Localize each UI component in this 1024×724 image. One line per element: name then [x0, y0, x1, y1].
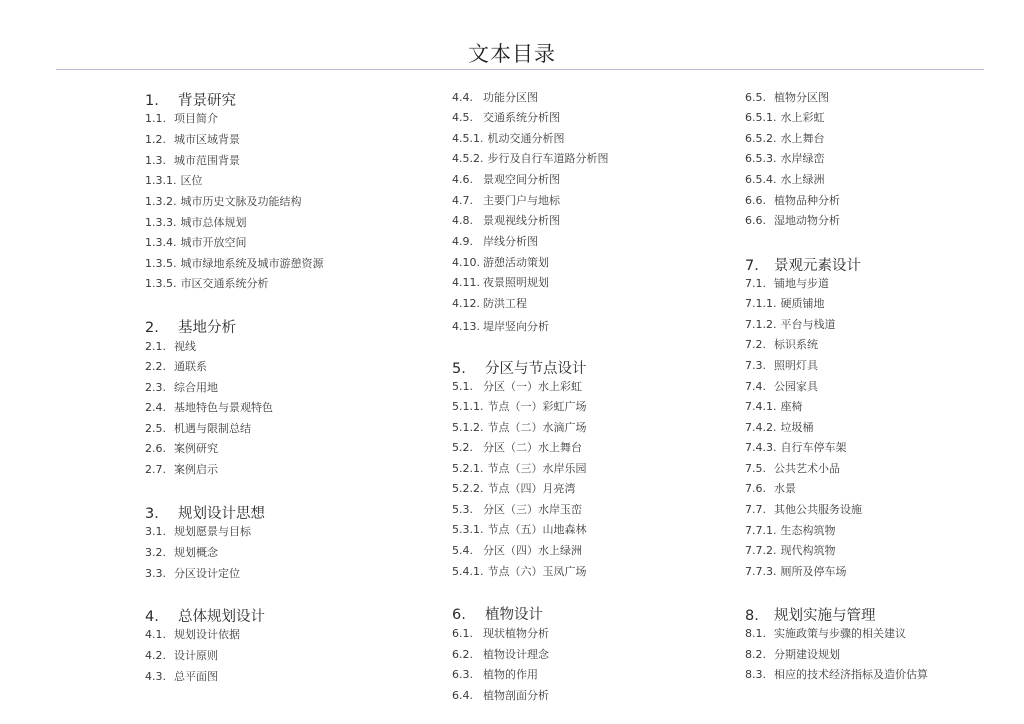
entry-title: 节点（一）彩虹广场	[487, 400, 587, 413]
entry-title: 植物设计理念	[483, 648, 549, 661]
entry-title: 植物的作用	[483, 668, 538, 681]
toc-entry	[145, 442, 218, 456]
entry-title: 机动交通分析图	[487, 132, 565, 145]
toc-entry	[745, 462, 840, 476]
entry-title: 节点（四）月亮湾	[487, 482, 576, 495]
section-heading	[145, 505, 265, 523]
toc-entry	[745, 441, 847, 455]
toc-entry	[145, 649, 218, 663]
entry-number: 5.1.1.	[452, 400, 484, 413]
entry-number: 5.2.	[452, 441, 473, 454]
entry-title: 综合用地	[174, 381, 218, 394]
entry-number: 7.7.2.	[745, 544, 777, 557]
entry-title: 硬质铺地	[780, 297, 825, 310]
entry-number: 4.4.	[452, 91, 473, 104]
toc-entry	[145, 628, 240, 642]
entry-number: 7.1.1.	[745, 297, 777, 310]
toc-entry	[745, 544, 836, 558]
entry-number: 4.	[145, 609, 159, 625]
section-heading	[452, 360, 587, 378]
page-title: 文本目录	[468, 42, 556, 66]
entry-number: 4.6.	[452, 173, 473, 186]
entry-number: 7.4.3.	[745, 441, 777, 454]
entry-number: 1.3.1.	[145, 174, 177, 187]
toc-entry	[145, 236, 247, 250]
toc-entry	[452, 194, 560, 208]
entry-number: 6.2.	[452, 648, 473, 661]
entry-number: 8.2.	[745, 648, 766, 661]
entry-title: 现代构筑物	[780, 544, 836, 557]
entry-number: 7.5.	[745, 462, 766, 475]
entry-title: 城市绿地系统及城市游憩资源	[180, 257, 324, 270]
toc-entry	[145, 401, 273, 415]
entry-title: 分区（一）水上彩虹	[483, 380, 582, 393]
entry-title: 景观元素设计	[774, 258, 861, 274]
entry-title: 规划设计思想	[178, 506, 265, 522]
toc-entry	[145, 195, 302, 209]
entry-title: 节点（二）水滴广场	[487, 421, 587, 434]
entry-title: 水岸绿峦	[780, 152, 825, 165]
entry-title: 公园家具	[774, 380, 818, 393]
entry-number: 3.1.	[145, 525, 166, 538]
toc-entry	[452, 214, 560, 228]
entry-number: 1.	[145, 93, 159, 109]
toc-entry	[745, 152, 825, 166]
toc-entry	[452, 297, 527, 311]
entry-number: 4.10.	[452, 256, 480, 269]
entry-number: 6.	[452, 607, 466, 623]
entry-number: 1.3.5.	[145, 277, 177, 290]
toc-entry	[145, 133, 240, 147]
entry-number: 2.1.	[145, 340, 166, 353]
entry-number: 5.1.2.	[452, 421, 484, 434]
entry-title: 植物品种分析	[774, 194, 840, 207]
entry-title: 水上舞台	[780, 132, 825, 145]
entry-number: 7.1.	[745, 277, 766, 290]
entry-title: 基地分析	[178, 320, 236, 336]
entry-title: 功能分区图	[483, 91, 538, 104]
entry-title: 其他公共服务设施	[774, 503, 862, 516]
entry-number: 7.1.2.	[745, 318, 777, 331]
entry-title: 景观视线分析图	[483, 214, 560, 227]
toc-entry	[452, 689, 549, 703]
section-heading	[145, 608, 265, 626]
entry-title: 湿地动物分析	[774, 214, 840, 227]
entry-title: 垃圾桶	[780, 421, 814, 434]
entry-title: 公共艺术小品	[774, 462, 840, 475]
entry-title: 分期建设规划	[774, 648, 840, 661]
entry-number: 2.6.	[145, 442, 166, 455]
toc-entry	[145, 340, 196, 354]
entry-title: 景观空间分析图	[483, 173, 560, 186]
entry-number: 1.3.4.	[145, 236, 177, 249]
toc-entry	[452, 421, 587, 435]
toc-entry	[145, 381, 218, 395]
entry-number: 2.	[145, 320, 159, 336]
entry-number: 5.	[452, 361, 466, 377]
entry-title: 植物分区图	[774, 91, 829, 104]
toc-entry	[745, 565, 847, 579]
entry-number: 4.5.	[452, 111, 473, 124]
entry-title: 城市范围背景	[174, 154, 240, 167]
title-divider	[56, 69, 984, 70]
toc-entry	[452, 648, 549, 662]
entry-title: 城市开放空间	[180, 236, 247, 249]
toc-entry	[452, 380, 582, 394]
entry-title: 自行车停车架	[780, 441, 847, 454]
entry-title: 总平面图	[174, 670, 218, 683]
entry-title: 城市历史文脉及功能结构	[180, 195, 302, 208]
entry-title: 规划实施与管理	[774, 608, 876, 624]
entry-title: 水上绿洲	[780, 173, 825, 186]
toc-entry	[145, 112, 218, 126]
entry-number: 5.4.1.	[452, 565, 484, 578]
toc-entry	[452, 400, 587, 414]
entry-number: 8.1.	[745, 627, 766, 640]
entry-title: 铺地与步道	[774, 277, 829, 290]
section-heading	[745, 607, 876, 625]
entry-title: 主要门户与地标	[483, 194, 560, 207]
entry-title: 相应的技术经济指标及造价估算	[774, 668, 928, 681]
entry-title: 实施政策与步骤的相关建议	[774, 627, 906, 640]
entry-title: 案例研究	[174, 442, 218, 455]
toc-entry	[145, 216, 247, 230]
entry-number: 2.2.	[145, 360, 166, 373]
toc-entry	[145, 154, 240, 168]
entry-title: 城市总体规划	[180, 216, 247, 229]
toc-entry	[745, 503, 862, 517]
entry-title: 总体规划设计	[178, 609, 265, 625]
entry-title: 现状植物分析	[483, 627, 549, 640]
entry-title: 岸线分析图	[483, 235, 538, 248]
toc-entry	[745, 194, 840, 208]
entry-number: 8.	[745, 608, 759, 624]
toc-entry	[452, 235, 538, 249]
toc-entry	[145, 277, 269, 291]
entry-title: 规划愿景与目标	[174, 525, 251, 538]
toc-entry	[452, 565, 587, 579]
entry-number: 7.2.	[745, 338, 766, 351]
toc-entry	[145, 174, 203, 188]
entry-number: 6.5.4.	[745, 173, 777, 186]
entry-title: 游憩活动策划	[483, 256, 549, 269]
entry-title: 通联系	[174, 360, 207, 373]
entry-number: 6.4.	[452, 689, 473, 702]
toc-entry	[745, 132, 825, 146]
toc-entry	[452, 482, 576, 496]
toc-entry	[145, 525, 251, 539]
entry-number: 4.9.	[452, 235, 473, 248]
entry-number: 2.5.	[145, 422, 166, 435]
entry-title: 堤岸竖向分析	[483, 320, 549, 333]
toc-entry	[145, 670, 218, 684]
entry-number: 7.6.	[745, 482, 766, 495]
toc-entry	[452, 544, 582, 558]
entry-title: 规划概念	[174, 546, 218, 559]
entry-number: 6.5.	[745, 91, 766, 104]
entry-number: 1.3.	[145, 154, 166, 167]
toc-entry	[745, 648, 840, 662]
toc-entry	[452, 276, 549, 290]
section-heading	[145, 319, 236, 337]
toc-entry	[452, 503, 582, 517]
entry-title: 夜景照明规划	[483, 276, 549, 289]
entry-title: 设计原则	[174, 649, 218, 662]
entry-title: 水上彩虹	[780, 111, 825, 124]
entry-title: 步行及自行车道路分析图	[487, 152, 609, 165]
section-heading	[745, 257, 861, 275]
toc-entry	[452, 91, 538, 105]
entry-number: 4.12.	[452, 297, 480, 310]
entry-title: 厕所及停车场	[780, 565, 847, 578]
entry-title: 植物剖面分析	[483, 689, 549, 702]
entry-number: 5.2.1.	[452, 462, 484, 475]
toc-entry	[452, 152, 609, 166]
entry-number: 6.6.	[745, 214, 766, 227]
section-heading	[145, 92, 236, 110]
entry-number: 1.1.	[145, 112, 166, 125]
entry-title: 背景研究	[178, 93, 236, 109]
entry-title: 分区与节点设计	[485, 361, 587, 377]
entry-title: 防洪工程	[483, 297, 527, 310]
toc-entry	[145, 422, 251, 436]
entry-number: 7.7.	[745, 503, 766, 516]
entry-number: 3.	[145, 506, 159, 522]
entry-number: 1.3.5.	[145, 257, 177, 270]
entry-number: 1.2.	[145, 133, 166, 146]
entry-title: 分区（三）水岸玉峦	[483, 503, 582, 516]
toc-entry	[145, 567, 240, 581]
entry-number: 3.2.	[145, 546, 166, 559]
entry-number: 7.4.2.	[745, 421, 777, 434]
entry-title: 节点（六）玉凤广场	[487, 565, 587, 578]
entry-title: 区位	[180, 174, 203, 187]
entry-title: 生态构筑物	[780, 524, 836, 537]
entry-number: 6.5.1.	[745, 111, 777, 124]
entry-title: 案例启示	[174, 463, 218, 476]
section-heading	[452, 606, 543, 624]
entry-title: 分区（二）水上舞台	[483, 441, 582, 454]
entry-title: 项目简介	[174, 112, 218, 125]
entry-number: 4.3.	[145, 670, 166, 683]
toc-entry	[745, 359, 818, 373]
toc-entry	[452, 256, 549, 270]
entry-number: 4.1.	[145, 628, 166, 641]
entry-title: 平台与栈道	[780, 318, 836, 331]
toc-entry	[745, 524, 836, 538]
entry-title: 城市区域背景	[174, 133, 240, 146]
toc-entry	[452, 462, 587, 476]
entry-number: 4.7.	[452, 194, 473, 207]
entry-number: 5.3.	[452, 503, 473, 516]
entry-number: 7.	[745, 258, 759, 274]
entry-number: 5.2.2.	[452, 482, 484, 495]
toc-entry	[452, 441, 582, 455]
entry-title: 节点（五）山地森林	[487, 523, 587, 536]
entry-title: 水景	[774, 482, 796, 495]
toc-entry	[745, 380, 818, 394]
entry-title: 标识系统	[774, 338, 818, 351]
entry-number: 3.3.	[145, 567, 166, 580]
toc-entry	[745, 318, 836, 332]
toc-entry	[745, 338, 818, 352]
entry-number: 6.5.2.	[745, 132, 777, 145]
toc-entry	[745, 111, 825, 125]
entry-title: 照明灯具	[774, 359, 818, 372]
entry-number: 2.3.	[145, 381, 166, 394]
entry-number: 4.11.	[452, 276, 480, 289]
toc-entry	[745, 482, 796, 496]
toc-entry	[452, 173, 560, 187]
entry-title: 分区设计定位	[174, 567, 240, 580]
toc-entry	[745, 421, 814, 435]
toc-entry	[452, 111, 560, 125]
toc-entry	[145, 257, 324, 271]
toc-entry	[745, 627, 906, 641]
entry-title: 市区交通系统分析	[180, 277, 269, 290]
entry-title: 交通系统分析图	[483, 111, 560, 124]
entry-number: 4.5.2.	[452, 152, 484, 165]
entry-title: 基地特色与景观特色	[174, 401, 273, 414]
entry-title: 视线	[174, 340, 196, 353]
entry-title: 规划设计依据	[174, 628, 240, 641]
entry-number: 4.2.	[145, 649, 166, 662]
toc-entry	[145, 546, 218, 560]
entry-number: 5.1.	[452, 380, 473, 393]
entry-number: 6.1.	[452, 627, 473, 640]
toc-entry	[452, 668, 538, 682]
entry-number: 8.3.	[745, 668, 766, 681]
toc-entry	[745, 297, 825, 311]
entry-number: 6.5.3.	[745, 152, 777, 165]
entry-number: 7.4.	[745, 380, 766, 393]
entry-number: 4.5.1.	[452, 132, 484, 145]
entry-number: 7.3.	[745, 359, 766, 372]
toc-entry	[145, 360, 207, 374]
entry-number: 1.3.3.	[145, 216, 177, 229]
toc-entry	[145, 463, 218, 477]
toc-entry	[745, 91, 829, 105]
toc-entry	[745, 277, 829, 291]
toc-entry	[745, 400, 803, 414]
entry-number: 2.7.	[145, 463, 166, 476]
entry-title: 节点（三）水岸乐园	[487, 462, 587, 475]
toc-entry	[745, 173, 825, 187]
entry-number: 5.4.	[452, 544, 473, 557]
entry-number: 4.13.	[452, 320, 480, 333]
toc-entry	[745, 668, 928, 682]
entry-number: 5.3.1.	[452, 523, 484, 536]
entry-title: 植物设计	[485, 607, 543, 623]
entry-number: 4.8.	[452, 214, 473, 227]
entry-number: 2.4.	[145, 401, 166, 414]
entry-title: 座椅	[780, 400, 803, 413]
toc-entry	[745, 214, 840, 228]
toc-entry	[452, 627, 549, 641]
entry-number: 6.3.	[452, 668, 473, 681]
entry-number: 7.7.3.	[745, 565, 777, 578]
entry-number: 6.6.	[745, 194, 766, 207]
entry-number: 7.4.1.	[745, 400, 777, 413]
entry-title: 机遇与限制总结	[174, 422, 251, 435]
toc-entry	[452, 132, 565, 146]
entry-title: 分区（四）水上绿洲	[483, 544, 582, 557]
entry-number: 7.7.1.	[745, 524, 777, 537]
entry-number: 1.3.2.	[145, 195, 177, 208]
toc-entry	[452, 320, 549, 334]
toc-entry	[452, 523, 587, 537]
